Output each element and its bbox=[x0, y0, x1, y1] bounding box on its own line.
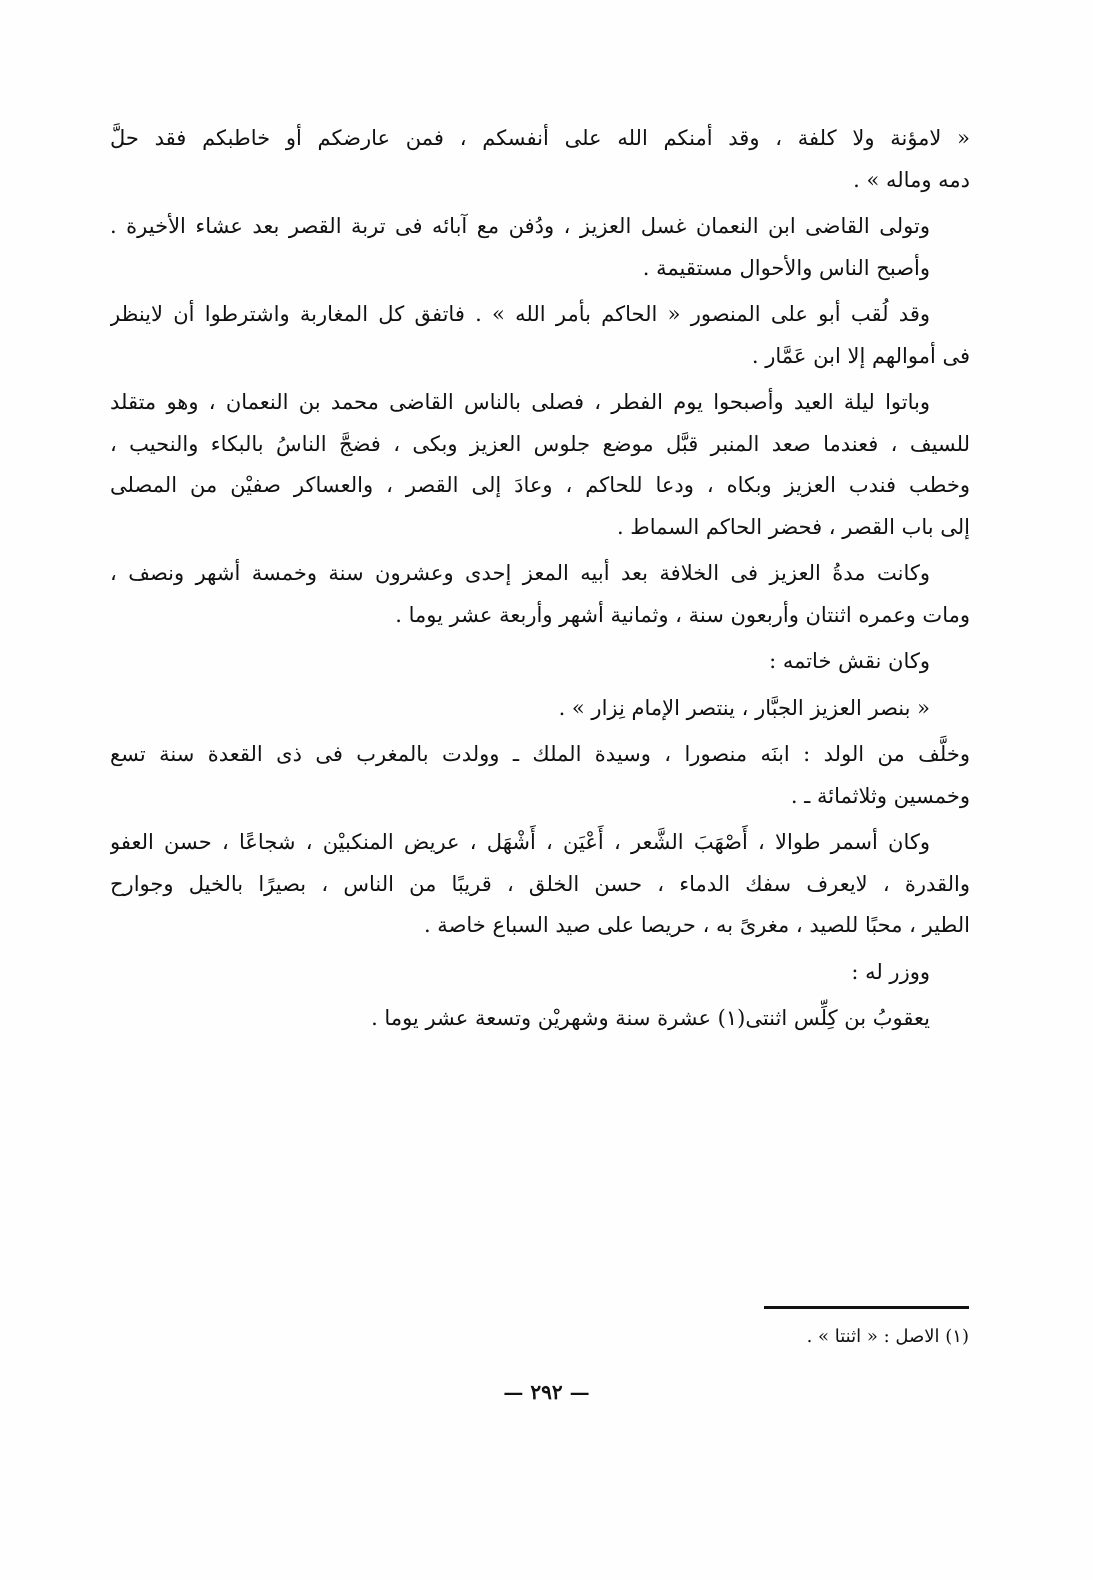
text-line: وكان نقش خاتمه : bbox=[769, 649, 930, 673]
paragraph bbox=[110, 952, 970, 994]
text-line: ووزر له : bbox=[851, 959, 930, 984]
paragraph bbox=[110, 641, 970, 683]
footnote: (١) الاصل : « اثنتا » . bbox=[806, 1326, 969, 1347]
text-line: دمه وماله » . bbox=[853, 167, 970, 192]
text-line: الطير ، محبًا للصيد ، مغرىً به ، حريصا على صيد السباع خاصة . bbox=[423, 913, 970, 937]
text-line: وكانت مدةُ العزيز فى الخلافة بعد أبيه المعز إحدى وعشرون سنة وخمسة أشهر ونصف ، bbox=[110, 561, 930, 585]
paragraph bbox=[110, 998, 970, 1040]
text-line: وباتوا ليلة العيد وأصبحوا يوم الفطر ، فصلى بالناس القاضى محمد بن النعمان ، وهو متقلد bbox=[110, 390, 930, 414]
text-line: وكان أسمر طوالا ، أَصْهَبَ الشَّعر ، أَعْيَن ، أَشْهَل ، عريض المنكبيْن ، شجاعًا ، حسن العفو bbox=[110, 830, 930, 854]
text-line: يعقوبُ بن كِلِّس اثنتى(١) عشرة سنة وشهريْن وتسعة عشر يوما . bbox=[371, 1006, 930, 1030]
text-line: والقدرة ، لايعرف سفك الدماء ، حسن الخلق ، قريبًا من الناس ، بصيرًا بالخيل وجوارح bbox=[110, 871, 970, 896]
text-line: وقد لُقب أبو على المنصور « الحاكم بأمر الله » . فاتفق كل المغاربة واشترطوا أن لاينظر bbox=[110, 302, 930, 326]
paragraph bbox=[110, 382, 970, 548]
text-line: إلى باب القصر ، فحضر الحاكم السماط . bbox=[616, 514, 970, 539]
text-line: وخطب فندب العزيز وبكاه ، ودعا للحاكم ، وعادَ إلى القصر ، والعساكر صفيْن من المصلى bbox=[110, 473, 970, 497]
body-text bbox=[110, 118, 970, 1045]
paragraph bbox=[110, 118, 970, 201]
paragraph bbox=[110, 553, 970, 636]
text-line: ومات وعمره اثنتان وأربعون سنة ، وثمانية أشهر وأربعة عشر يوما . bbox=[395, 602, 970, 627]
text-line: وتولى القاضى ابن النعمان غسل العزيز ، ودُفن مع آبائه فى تربة القصر بعد عشاء الأخيرة . bbox=[110, 214, 930, 238]
text-line: وأصبح الناس والأحوال مستقيمة . bbox=[642, 255, 930, 280]
footnote-divider bbox=[764, 1306, 969, 1309]
text-line: وخمسين وثلاثمائة ـ . bbox=[790, 783, 970, 808]
text-line: « بنصر العزيز الجبَّار ، ينتصر الإمام نِزار » . bbox=[558, 695, 930, 720]
paragraph bbox=[110, 822, 970, 947]
page-number: — ٢٩٢ — bbox=[503, 1380, 590, 1404]
text-line: « لامؤنة ولا كلفة ، وقد أمنكم الله على أنفسكم ، فمن عارضكم أو خاطبكم فقد حلَّ bbox=[110, 126, 970, 150]
text-line: للسيف ، فعندما صعد المنبر قبَّل موضع جلوس العزيز وبكى ، فضجَّ الناسُ بالبكاء والنحيب ، bbox=[110, 431, 970, 456]
paragraph bbox=[110, 294, 970, 377]
text-line: فى أموالهم إلا ابن عَمَّار . bbox=[751, 343, 970, 368]
paragraph bbox=[110, 206, 970, 289]
paragraph bbox=[110, 734, 970, 817]
text-line: وخلَّف من الولد : ابنَه منصورا ، وسيدة الملك ـ وولدت بالمغرب فى ذى القعدة سنة تسع bbox=[110, 742, 970, 766]
paragraph bbox=[110, 688, 970, 730]
